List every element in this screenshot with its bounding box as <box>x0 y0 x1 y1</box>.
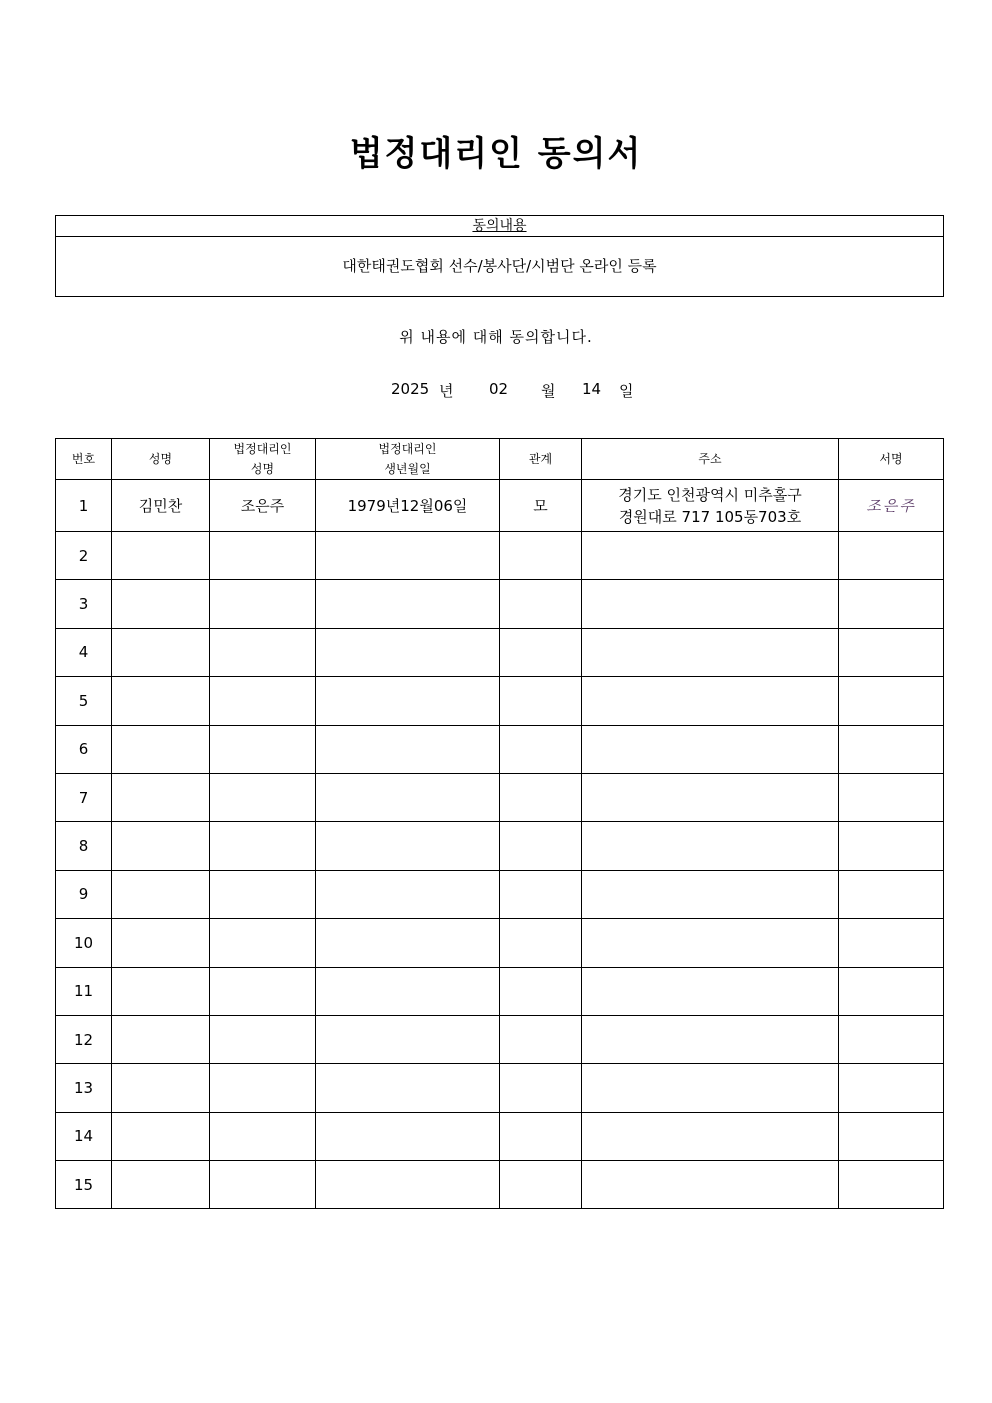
consent-header <box>56 216 943 237</box>
cell-address <box>582 822 839 870</box>
cell-relation <box>500 919 582 967</box>
cell-guardian-birth <box>316 822 500 870</box>
cell-guardian-birth <box>316 967 500 1015</box>
table-row <box>56 773 944 821</box>
cell-guardian-birth <box>316 628 500 676</box>
cell-guardian-name <box>210 1112 316 1160</box>
cell-guardian-birth <box>316 532 500 580</box>
cell-address <box>582 870 839 918</box>
header-address: 주소 <box>582 439 839 480</box>
cell-signature <box>839 822 944 870</box>
cell-guardian-birth <box>316 725 500 773</box>
cell-name <box>112 1015 210 1063</box>
cell-name: 김민찬 <box>112 480 210 532</box>
cell-signature <box>839 580 944 628</box>
agree-statement: 위 내용에 대해 동의합니다. <box>399 328 593 346</box>
cell-relation <box>500 532 582 580</box>
date-day-unit: 일 <box>619 382 634 400</box>
cell-guardian-birth <box>316 870 500 918</box>
cell-guardian-birth <box>316 773 500 821</box>
header-guardian-birth-line1: 법정대리인 <box>378 442 437 456</box>
cell-relation <box>500 1064 582 1112</box>
cell-guardian-name <box>210 967 316 1015</box>
cell-signature <box>839 1015 944 1063</box>
consent-header-label: 동의내용 <box>472 218 527 234</box>
cell-guardian-name <box>210 1161 316 1209</box>
cell-relation <box>500 1015 582 1063</box>
cell-signature <box>839 1064 944 1112</box>
cell-guardian-name <box>210 1064 316 1112</box>
header-no: 번호 <box>56 439 112 480</box>
cell-guardian-name <box>210 1015 316 1063</box>
cell-guardian-name <box>210 919 316 967</box>
cell-guardian-birth <box>316 919 500 967</box>
cell-signature <box>839 1112 944 1160</box>
table-row <box>56 1064 944 1112</box>
cell-relation <box>500 870 582 918</box>
cell-no: 14 <box>56 1112 112 1160</box>
cell-no: 10 <box>56 919 112 967</box>
cell-guardian-name <box>210 532 316 580</box>
cell-no: 8 <box>56 822 112 870</box>
cell-no: 5 <box>56 677 112 725</box>
cell-name <box>112 532 210 580</box>
cell-guardian-name: 조은주 <box>210 480 316 532</box>
address-line2: 경원대로 717 105동703호 <box>618 507 802 526</box>
cell-signature <box>839 532 944 580</box>
header-name: 성명 <box>112 439 210 480</box>
cell-name <box>112 725 210 773</box>
cell-no: 13 <box>56 1064 112 1112</box>
cell-address <box>582 532 839 580</box>
cell-no: 11 <box>56 967 112 1015</box>
header-guardian-name-line2: 성명 <box>250 462 275 476</box>
cell-name <box>112 580 210 628</box>
cell-relation <box>500 580 582 628</box>
header-guardian-birth-line2: 생년월일 <box>384 462 431 476</box>
header-guardian-name <box>210 439 316 480</box>
cell-guardian-name <box>210 773 316 821</box>
cell-name <box>112 1112 210 1160</box>
cell-guardian-birth <box>316 677 500 725</box>
cell-guardian-birth <box>316 580 500 628</box>
table-row <box>56 919 944 967</box>
cell-signature <box>839 773 944 821</box>
cell-relation <box>500 967 582 1015</box>
cell-address <box>582 628 839 676</box>
cell-relation <box>500 822 582 870</box>
cell-no: 3 <box>56 580 112 628</box>
table-row <box>56 1015 944 1063</box>
date-year: 2025 <box>391 380 430 398</box>
table-row <box>56 725 944 773</box>
document-title: 법정대리인 동의서 <box>349 134 643 174</box>
cell-name <box>112 822 210 870</box>
cell-relation <box>500 677 582 725</box>
cell-relation <box>500 773 582 821</box>
cell-signature <box>839 1161 944 1209</box>
table-row <box>56 822 944 870</box>
cell-name <box>112 919 210 967</box>
header-signature: 서명 <box>839 439 944 480</box>
cell-signature <box>839 870 944 918</box>
header-guardian-name-line1: 법정대리인 <box>233 442 292 456</box>
cell-no: 9 <box>56 870 112 918</box>
table-row <box>56 1112 944 1160</box>
date-year-unit: 년 <box>439 382 454 400</box>
cell-guardian-name <box>210 628 316 676</box>
cell-address <box>582 1015 839 1063</box>
cell-relation <box>500 628 582 676</box>
cell-address <box>582 967 839 1015</box>
table-row <box>56 480 944 532</box>
cell-name <box>112 1161 210 1209</box>
cell-address <box>582 725 839 773</box>
cell-name <box>112 870 210 918</box>
cell-name <box>112 1064 210 1112</box>
table-row <box>56 677 944 725</box>
table-header-row <box>56 439 944 480</box>
cell-name <box>112 967 210 1015</box>
cell-signature <box>839 725 944 773</box>
cell-signature <box>839 967 944 1015</box>
cell-relation <box>500 725 582 773</box>
cell-address <box>582 480 839 532</box>
cell-guardian-name <box>210 822 316 870</box>
table-row <box>56 628 944 676</box>
cell-address <box>582 773 839 821</box>
cell-relation: 모 <box>500 480 582 532</box>
table-row <box>56 532 944 580</box>
table-row <box>56 870 944 918</box>
consent-box <box>55 215 944 297</box>
cell-address <box>582 677 839 725</box>
cell-relation <box>500 1161 582 1209</box>
cell-signature <box>839 677 944 725</box>
cell-no: 2 <box>56 532 112 580</box>
cell-no: 15 <box>56 1161 112 1209</box>
cell-no: 7 <box>56 773 112 821</box>
cell-no: 6 <box>56 725 112 773</box>
cell-no: 12 <box>56 1015 112 1063</box>
guardian-table <box>55 438 944 1209</box>
cell-relation <box>500 1112 582 1160</box>
cell-name <box>112 628 210 676</box>
table-row <box>56 580 944 628</box>
cell-guardian-name <box>210 580 316 628</box>
date-month: 02 <box>489 380 509 398</box>
cell-no: 4 <box>56 628 112 676</box>
date-day: 14 <box>582 380 602 398</box>
cell-guardian-birth <box>316 1064 500 1112</box>
cell-address <box>582 919 839 967</box>
cell-guardian-birth <box>316 1161 500 1209</box>
header-guardian-birth <box>316 439 500 480</box>
table-row <box>56 967 944 1015</box>
date-month-unit: 월 <box>541 382 556 400</box>
cell-guardian-name <box>210 677 316 725</box>
cell-name <box>112 773 210 821</box>
cell-address <box>582 1161 839 1209</box>
cell-guardian-birth <box>316 1015 500 1063</box>
cell-no: 1 <box>56 480 112 532</box>
cell-guardian-birth <box>316 1112 500 1160</box>
consent-body: 대한태권도협회 선수/봉사단/시범단 온라인 등록 <box>342 257 657 275</box>
cell-guardian-name <box>210 725 316 773</box>
cell-signature <box>839 628 944 676</box>
cell-guardian-name <box>210 870 316 918</box>
cell-address <box>582 580 839 628</box>
cell-guardian-birth: 1979년12월06일 <box>316 480 500 532</box>
cell-signature <box>839 919 944 967</box>
header-relation: 관계 <box>500 439 582 480</box>
cell-address <box>582 1112 839 1160</box>
address-line1: 경기도 인천광역시 미추홀구 <box>618 485 802 504</box>
cell-signature: 조은주 <box>839 480 944 532</box>
cell-address <box>582 1064 839 1112</box>
cell-name <box>112 677 210 725</box>
table-row <box>56 1161 944 1209</box>
